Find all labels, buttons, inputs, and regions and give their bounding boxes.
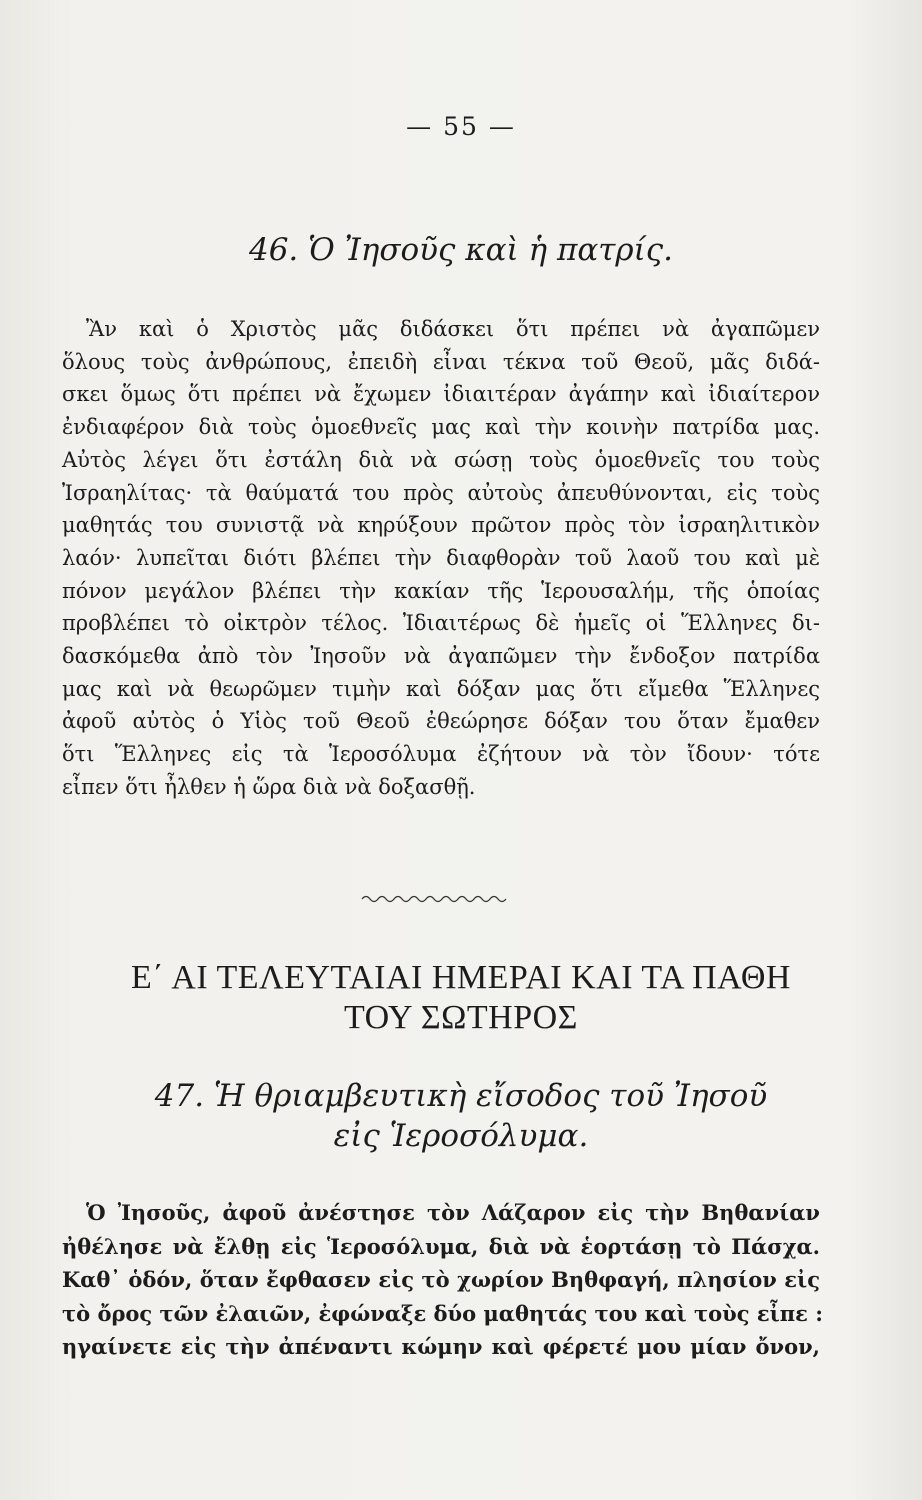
section-title-line-1: Ε΄ ΑΙ ΤΕΛΕΥΤΑΙΑΙ ΗΜΕΡΑΙ ΚΑΙ ΤΑ ΠΑΘΗ xyxy=(131,959,791,996)
paragraph-line: Καθ᾽ ὁδόν, ὅταν ἔφθασεν εἰς τὸ χωρίον Βηθφαγή, πλησίον εἰς xyxy=(62,1267,820,1292)
page-number: — 55 — xyxy=(406,112,516,141)
paragraph-line: ὅλους τοὺς ἀνθρώπους, ἐπειδὴ εἶναι τέκνα τοῦ Θεοῦ, μᾶς διδά- xyxy=(62,349,820,374)
paragraph-line: τὸ ὄρος τῶν ἐλαιῶν, ἐφώναξε δύο μαθητάς του καὶ τοὺς εἶπε : xyxy=(62,1300,823,1326)
paragraph-line: ἐνδιαφέρον διὰ τοὺς ὁμοεθνεῖς μας καὶ τὴν κοινὴν πατρίδα μας. xyxy=(62,415,820,440)
paragraph-line: Ἰσραηλίτας· τὰ θαύματά του πρὸς αὐτοὺς ἀπευθύνονται, εἰς τοὺς xyxy=(62,480,820,505)
paragraph-line: Ἂν καὶ ὁ Χριστὸς μᾶς διδάσκει ὅτι πρέπει νὰ ἀγαπῶμεν xyxy=(86,317,820,341)
section-46-heading: 46. Ὁ Ἰησοῦς καὶ ἡ πατρίς. xyxy=(248,232,673,268)
paragraph-line: σκει ὅμως ὅτι πρέπει νὰ ἔχωμεν ἰδιαιτέραν ἀγάπην καὶ ἰδιαίτερον xyxy=(62,382,820,407)
paragraph-line: προβλέπει τὸ οἰκτρὸν τέλος. Ἰδιαιτέρως δὲ ἡμεῖς οἱ Ἕλληνες δι- xyxy=(62,611,820,636)
paragraph-line: ἀφοῦ αὐτὸς ὁ Υἱὸς τοῦ Θεοῦ ἐθεώρησε δόξαν του ὅταν ἔμαθεν xyxy=(62,709,820,734)
paragraph-line: Αὐτὸς λέγει ὅτι ἐστάλη διὰ νὰ σώσῃ τοὺς ὁμοεθνεῖς του τοὺς xyxy=(62,447,820,472)
paragraph-line: πόνον μεγάλον βλέπει τὴν κακίαν τῆς Ἱερουσαλήμ, τῆς ὁποίας xyxy=(62,578,820,603)
paragraph-line: Ὁ Ἰησοῦς, ἀφοῦ ἀνέστησε τὸν Λάζαρον εἰς τὴν Βηθανίαν xyxy=(86,1200,820,1225)
paragraph-line: ὅτι Ἕλληνες εἰς τὰ Ἱεροσόλυμα ἐζήτουν νὰ τὸν ἴδουν· τότε xyxy=(62,742,820,767)
paragraph-line: λαόν· λυπεῖται διότι βλέπει τὴν διαφθορὰν τοῦ λαοῦ του καὶ μὲ xyxy=(62,545,820,570)
paragraph-line: ἠθέλησε νὰ ἔλθῃ εἰς Ἱεροσόλυμα, διὰ νὰ ἑορτάσῃ τὸ Πάσχα. xyxy=(62,1233,820,1259)
section-47-paragraph xyxy=(62,1196,823,1364)
section-47-heading-line-1: 47. Ἡ θριαμβευτικὴ εἴσοδος τοῦ Ἰησοῦ xyxy=(154,1078,768,1114)
section-title-line-2: ΤΟΥ ΣΩΤΗΡΟΣ xyxy=(344,999,578,1036)
paragraph-line: εἶπεν ὅτι ἦλθεν ἡ ὥρα διὰ νὰ δοξασθῇ. xyxy=(62,774,476,799)
wavy-divider xyxy=(360,893,510,905)
section-46-paragraph xyxy=(62,313,820,804)
paragraph-line: δασκόμεθα ἀπὸ τὸν Ἰησοῦν νὰ ἀγαπῶμεν τὴν ἔνδοξον πατρίδα xyxy=(62,644,820,669)
paragraph-line: μαθητάς του συνιστᾷ νὰ κηρύξουν πρῶτον πρὸς τὸν ἰσραηλιτικὸν xyxy=(62,513,820,538)
paragraph-line: ηγαίνετε εἰς τὴν ἀπέναντι κώμην καὶ φέρετέ μου μίαν ὄνον, xyxy=(62,1334,820,1359)
paragraph-line: μας καὶ νὰ θεωρῶμεν τιμὴν καὶ δόξαν μας ὅτι εἴμεθα Ἕλληνες xyxy=(62,676,820,701)
section-47-heading-line-2: εἰς Ἱεροσόλυμα. xyxy=(333,1118,589,1154)
